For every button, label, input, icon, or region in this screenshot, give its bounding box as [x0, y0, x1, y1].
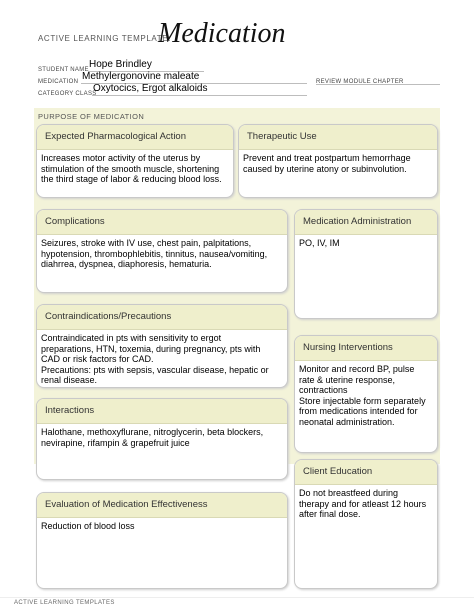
administration-box[interactable] — [294, 209, 438, 319]
template-label: ACTIVE LEARNING TEMPLATE: — [38, 34, 171, 43]
client-education-title: Client Education — [295, 460, 437, 485]
complications-text: Seizures, stroke with IV use, chest pain, palpitations, hypotension, thrombophlebitis, tinnitus, nausea/vomiting, diahrrea, dyspnea, diaphoresis, hematuria. — [41, 238, 268, 269]
evaluation-text: Reduction of blood loss — [41, 521, 135, 531]
page-title: Medication — [158, 18, 286, 49]
complications-title: Complications — [37, 210, 287, 235]
purpose-title: PURPOSE OF MEDICATION — [38, 112, 145, 121]
footer-label: ACTIVE LEARNING TEMPLATES — [14, 600, 115, 606]
student-name-value[interactable]: Hope Brindley — [89, 59, 152, 70]
nursing-interventions-text: Monitor and record BP, pulse rate & uterine response, contractions Store injectable form separately from medications intended for neonatal administration. — [299, 364, 426, 427]
interactions-title: Interactions — [37, 399, 287, 424]
review-module-underline[interactable] — [316, 84, 440, 85]
client-education-box[interactable] — [294, 459, 438, 589]
expected-action-box[interactable] — [36, 124, 234, 198]
medication-value[interactable]: Methylergonovine maleate — [82, 71, 200, 82]
evaluation-title: Evaluation of Medication Effectiveness — [37, 493, 287, 518]
category-class-label: CATEGORY CLASS — [38, 91, 97, 97]
therapeutic-use-box[interactable] — [238, 124, 438, 198]
contraindications-box[interactable] — [36, 304, 288, 388]
contraindications-text: Contraindicated in pts with sensitivity to ergot preparations, HTN, toxemia, during pregnancy, pts with CAD or risk factors for CAD. Precautions: pts with sepsis, vascular disease, hepatic or renal disease. — [41, 333, 269, 385]
interactions-text: Halothane, methoxyflurane, nitroglycerin, beta blockers, nevirapine, rifampin & grapefruit juice — [41, 427, 264, 448]
category-class-value[interactable]: Oxytocics, Ergot alkaloids — [93, 83, 208, 94]
footer-rule — [0, 597, 474, 598]
student-name-label: STUDENT NAME — [38, 67, 89, 73]
category-class-underline — [92, 95, 307, 96]
therapeutic-use-text: Prevent and treat postpartum hemorrhage caused by uterine atony or subinvolution. — [243, 153, 411, 174]
client-education-text: Do not breastfeed during therapy and for atleast 12 hours after final dose. — [299, 488, 427, 519]
nursing-interventions-title: Nursing Interventions — [295, 336, 437, 361]
interactions-box[interactable] — [36, 398, 288, 480]
therapeutic-use-title: Therapeutic Use — [239, 125, 437, 150]
medication-label: MEDICATION — [38, 79, 79, 85]
evaluation-box[interactable] — [36, 492, 288, 589]
administration-title: Medication Administration — [295, 210, 437, 235]
contraindications-title: Contraindications/Precautions — [37, 305, 287, 330]
review-module-label: REVIEW MODULE CHAPTER — [316, 79, 404, 85]
expected-action-title: Expected Pharmacological Action — [37, 125, 233, 150]
administration-text: PO, IV, IM — [299, 238, 340, 248]
complications-box[interactable] — [36, 209, 288, 293]
expected-action-text: Increases motor activity of the uterus by stimulation of the smooth muscle, shortening the third stage of labor & reducing blood loss. — [41, 153, 222, 184]
nursing-interventions-box[interactable] — [294, 335, 438, 453]
